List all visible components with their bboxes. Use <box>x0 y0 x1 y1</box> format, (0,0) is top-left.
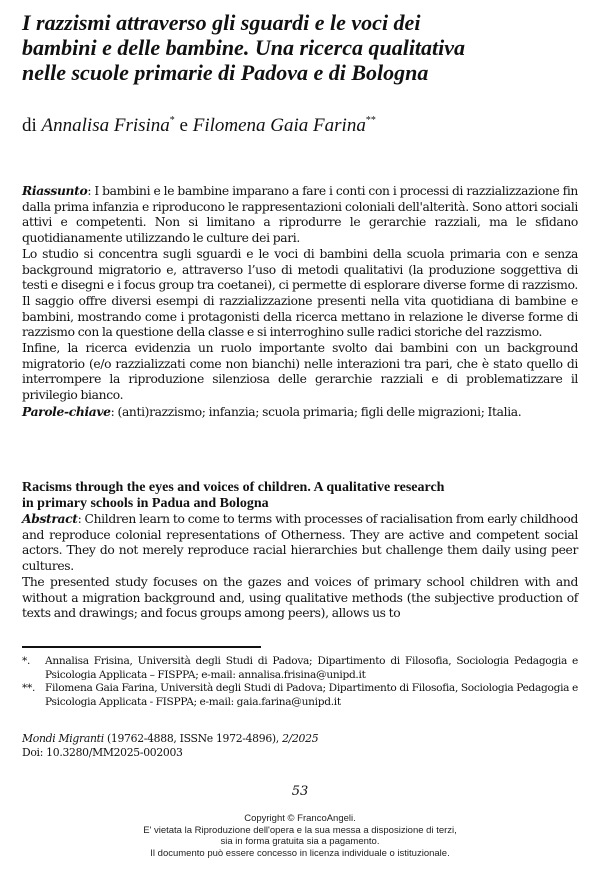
keywords-label: Parole-chiave <box>22 403 111 419</box>
footnote-text: Annalisa Frisina, Università degli Studi di Padova; Dipartimento di Filosofia, Sociologia Pedagogia e Psicologia Applicata – FISPPA; e-mail: annalisa.frisina@unipd.it <box>45 655 578 681</box>
footnote-ref[interactable]: * <box>169 115 175 126</box>
byline-conjunction: e <box>179 115 188 136</box>
abstract-paragraph <box>22 511 578 575</box>
footnote-divider <box>22 646 261 648</box>
byline-prefix: di <box>22 115 37 136</box>
title-line: nelle scuole primarie di Padova e di Bologna <box>22 60 429 85</box>
doi[interactable]: Doi: 10.3280/MM2025-002003 <box>22 745 183 759</box>
keywords-text: : (anti)razzismo; infanzia; scuola primaria; figli delle migrazioni; Italia. <box>110 404 522 419</box>
abstract-paragraph: Infine, la ricerca evidenzia un ruolo importante svolto dai bambini con un background migratorio (e/o razzializzati come non bianchi) nelle interazioni tra pari, che è stato quello di interrompere la riproduzione silenziosa delle gerarchie razziali e di problematizzare il privilegio bianco. <box>22 341 578 403</box>
english-title-line: in primary schools in Padua and Bologna <box>22 495 269 511</box>
abstract-paragraph: Lo studio si concentra sugli sguardi e le voci di bambini della scuola primaria con e senza background migratorio e, attraverso l’uso di metodi qualitativi (la produzione soggettiva di testi e disegni e i focus group tra coetanei), ci permette di esplorare diverse forme di razzismo. Il saggio offre diversi esempi di razzializzazione presenti nella vita quotidiana di bambine e bambini, mostrando come i protagonisti della ricerca mettano in relazione le diverse forme di razzismo con la questione della classe e si interroghino sulle radici storiche del razzismo. <box>22 246 578 340</box>
abstract-label: Abstract <box>22 511 78 526</box>
journal-info <box>22 732 578 759</box>
footnote <box>22 682 578 709</box>
footnote <box>22 655 578 682</box>
abstract-text: : Children learn to come to terms with processes of racialisation from early childhood and reproduce colonial representations of Otherness. They are active and competent social actors. They do not merely reproduce racial hierarchies but challenge them daily using peer cultures. <box>22 512 578 574</box>
copyright-line: E' vietata la Riproduzione dell'opera e la sua messa a disposizione di terzi, <box>143 824 457 836</box>
abstract-paragraph <box>22 183 578 247</box>
copyright-line: sia in forma gratuita sia a pagamento. <box>220 836 380 847</box>
title-line: bambini e delle bambine. Una ricerca qualitativa <box>22 35 466 60</box>
copyright-notice <box>0 813 600 859</box>
english-title <box>22 480 578 511</box>
article-title <box>22 10 582 85</box>
journal-citation <box>22 732 578 746</box>
journal-issn: (19762-4888, ISSNe 1972-4896), <box>103 732 283 745</box>
english-title-line: Racisms through the eyes and voices of children. A qualitative research <box>22 480 445 495</box>
footnote-text: Filomena Gaia Farina, Università degli Studi di Padova; Dipartimento di Filosofia, Sociologia Pedagogia e Psicologia Applicata - FISPPA; e-mail: gaia.farina@unipd.it <box>45 682 578 708</box>
author-name: Annalisa Frisina <box>41 115 170 136</box>
journal-issue: 2/2025 <box>282 732 319 745</box>
copyright-line: Copyright © FrancoAngeli. <box>244 813 356 824</box>
page-number: 53 <box>291 784 309 799</box>
journal-name: Mondi Migranti <box>22 732 104 745</box>
abstract-paragraph: The presented study focuses on the gazes and voices of primary school children with and without a migration background and, using qualitative methods (the subjective production of texts and drawings; and focus groups among peers), allows us to <box>22 574 578 621</box>
footnote-mark: *. <box>22 655 31 667</box>
author-name: Filomena Gaia Farina <box>192 115 366 136</box>
abstract-text: : I bambini e le bambine imparano a fare i conti con i processi di razzializzazione fin dalla prima infanzia e riproducono le rappresentazioni coloniali dell'alterità. Sono attori sociali attivi e competenti. Non si limitano a riprodurre le gerarchie razziali, ma le sfidano quotidianamente utilizzando le culture dei pari. <box>22 184 578 246</box>
copyright-line: Il documento può essere concesso in licenza individuale o istituzionale. <box>150 847 450 859</box>
english-abstract <box>22 480 578 622</box>
footnote-mark: **. <box>22 682 36 694</box>
footnote-ref[interactable]: ** <box>365 115 376 126</box>
italian-abstract <box>22 183 578 421</box>
byline <box>22 110 582 137</box>
keywords <box>22 404 578 421</box>
title-line: I razzismi attraverso gli sguardi e le voci dei <box>22 10 421 35</box>
abstract-label: Riassunto <box>22 183 88 198</box>
footnotes <box>22 655 578 709</box>
